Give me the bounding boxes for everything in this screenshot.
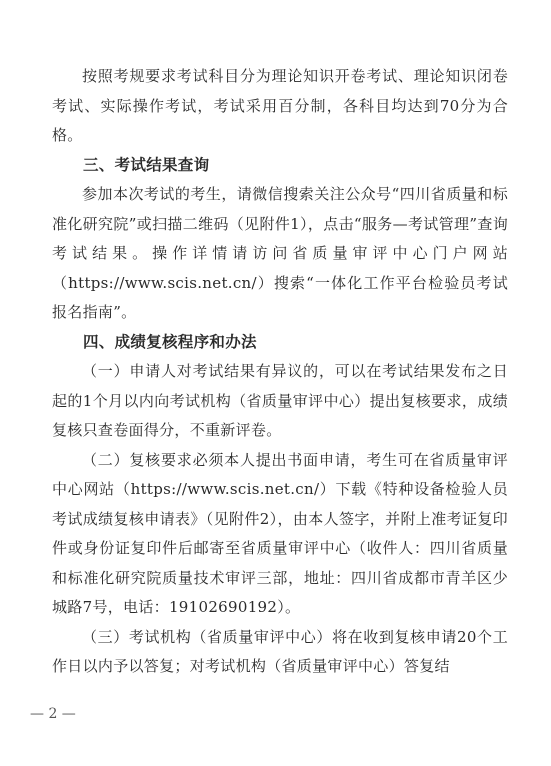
heading-review-procedure: 四、成绩复核程序和办法 — [83, 332, 257, 351]
page-number: — 2 — — [30, 706, 76, 722]
document-body — [52, 62, 508, 682]
paragraph-exam-subjects: 按照考规要求考试科目分为理论知识开卷考试、理论知识闭卷考试、实际操作考试，考试采用百分制，各科目均达到70分为合格。 — [52, 67, 508, 144]
paragraph-review-2: （二）复核要求必须本人提出书面申请，考生可在省质量审评中心网站（https://www.scis.net.cn/）下载《特种设备检验人员考试成绩复核申请表》（见附件2），由本人签字，并附上准考证复印件或身份证复印件后邮寄至省质量审评中心（收件人：四川省质量和标准化研究院质量技术审评三部，地址：四川省成都市青羊区少城路7号，电话：19102690192）。 — [52, 450, 508, 616]
heading-result-query: 三、考试结果查询 — [83, 155, 210, 174]
paragraph-review-1: （一）申请人对考试结果有异议的，可以在考试结果发布之日起的1个月以内向考试机构（省质量审评中心）提出复核要求，成绩复核只查卷面得分，不重新评卷。 — [52, 362, 508, 439]
paragraph-result-query: 参加本次考试的考生，请微信搜索关注公众号“四川省质量和标准化研究院”或扫描二维码（见附件1），点击“服务—考试管理”查询考试结果。操作详情请访问省质量审评中心门户网站（https://www.scis.net.cn/）搜索“一体化工作平台检验员考试报名指南”。 — [52, 185, 508, 321]
paragraph-review-3: （三）考试机构（省质量审评中心）将在收到复核申请20个工作日以内予以答复；对考试机构（省质量审评中心）答复结 — [52, 627, 508, 675]
